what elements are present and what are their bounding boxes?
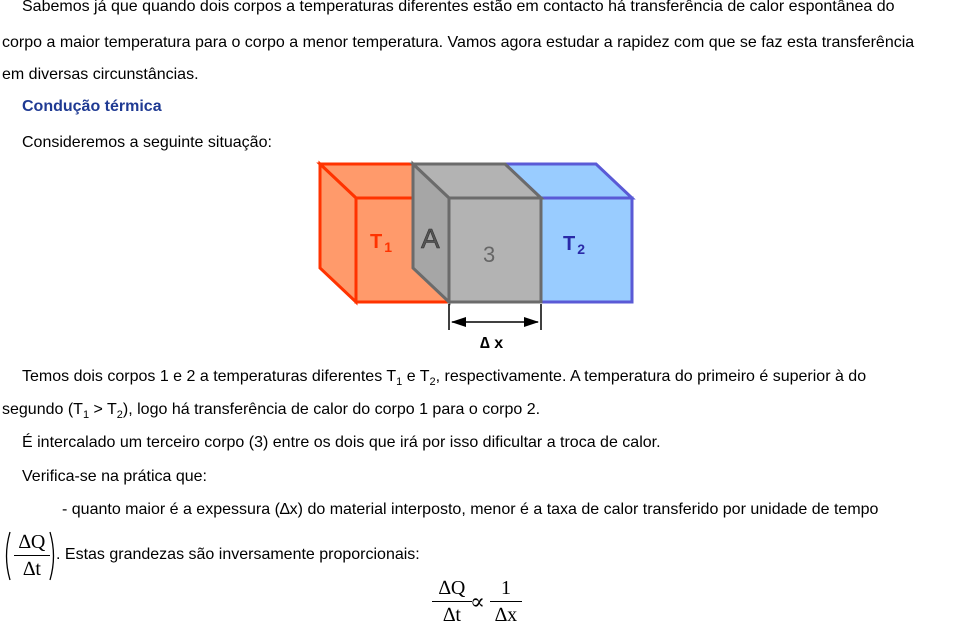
paren-left: [2, 530, 12, 582]
dx-arrowhead-right: [524, 317, 539, 327]
intro-line-1: Sabemos já que quando dois corpos a temperaturas diferentes estão em contacto há transferência de calor espontânea do: [22, 0, 895, 15]
bodies-text: Temos dois corpos 1 e 2 a temperaturas diferentes $T_1$ e $T_2$, respectivamente. A temperatura do primeiro é superior à do: [22, 368, 867, 388]
second-body-text: segundo $(T_1 > T_2)$, logo há transferência de calor do corpo 1 para o corpo 2.: [2, 401, 541, 421]
third-body-text: É intercalado um terceiro corpo (3) entre os dois que irá por isso dificultar a troca de calor.: [22, 434, 661, 451]
proportional-symbol: ∝: [470, 589, 485, 614]
proportional-text: . Estas grandezas são inversamente proporcionais:: [56, 546, 420, 563]
intro-line-3: em diversas circunstâncias.: [2, 66, 199, 83]
label-t2: T $_2$: [563, 233, 586, 257]
dx-arrowhead-left: [451, 317, 466, 327]
label-a: A: [421, 223, 440, 254]
inline-fraction: ∆Q ∆t: [14, 530, 50, 581]
intro-line-2: corpo a maior temperatura para o corpo a menor temperatura. Vamos agora estudar a rapidez com que se faz esta transferência: [2, 34, 915, 51]
formula-left-fraction: ∆Q ∆t: [432, 576, 472, 627]
body2-front: [541, 198, 632, 302]
formula-right-fraction: 1 ∆x: [490, 576, 522, 627]
dx-label: ∆ x: [480, 335, 504, 352]
section-heading: Condução térmica: [22, 98, 162, 115]
verify-text: Verifica-se na prática que:: [22, 468, 207, 485]
label-3: 3: [483, 242, 496, 267]
label-t1: T $_1$: [370, 231, 393, 255]
situation-text: Consideremos a seguinte situação:: [22, 134, 272, 151]
bullet-text: - quanto maior é a expessura (∆x) do material interposto, menor é a taxa de calor transferido por unidade de tempo: [62, 501, 879, 518]
